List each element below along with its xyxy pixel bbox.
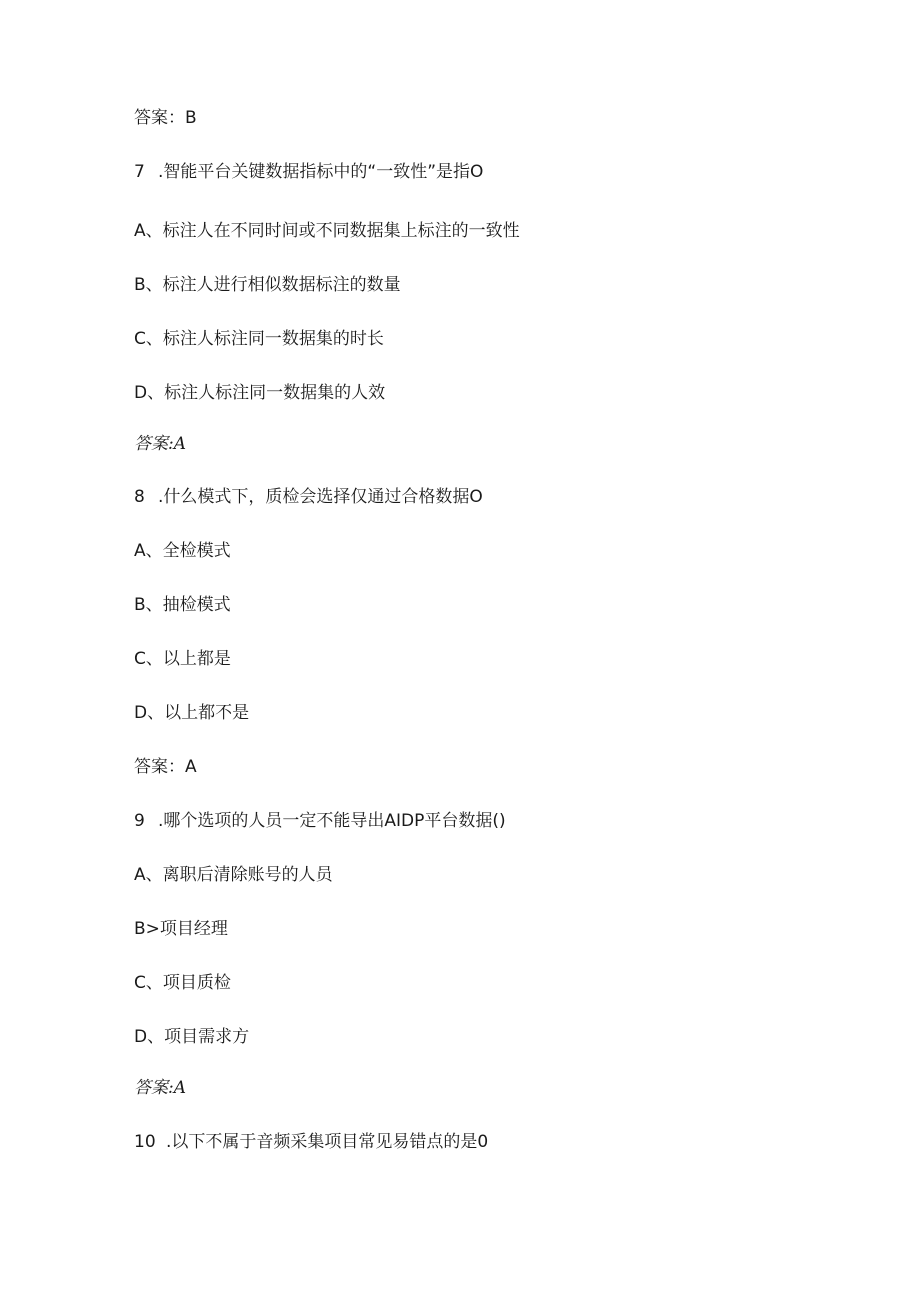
option-line [134, 918, 228, 940]
option-text: A、标注人在不同时间或不同数据集上标注的一致性 [134, 221, 520, 241]
question-number: 8 [134, 487, 145, 507]
question-line [134, 810, 506, 832]
answer-text: 答案:A [134, 1078, 187, 1098]
option-line [134, 864, 333, 886]
answer-text: 答案：B [134, 108, 197, 128]
option-text: C、以上都是 [134, 649, 231, 669]
option-text: D、以上都不是 [134, 703, 250, 723]
option-text: C、项目质检 [134, 973, 231, 993]
option-text: B、抽检模式 [134, 595, 231, 615]
question-line [134, 1131, 488, 1153]
question-text: .哪个选项的人员一定不能导出AIDP平台数据() [158, 811, 506, 831]
option-line [134, 220, 520, 242]
question-text: .什么模式下，质检会选择仅通过合格数据O [158, 487, 483, 507]
question-number: 7 [134, 162, 145, 182]
answer-line [134, 1077, 186, 1099]
option-line [134, 328, 384, 350]
answer-line [134, 433, 186, 455]
option-line [134, 540, 231, 562]
option-text: D、项目需求方 [134, 1027, 250, 1047]
option-line [134, 382, 385, 404]
option-line [134, 972, 231, 994]
question-number: 10 [134, 1132, 156, 1152]
question-text: .智能平台关键数据指标中的“一致性”是指O [158, 162, 484, 182]
answer-text: 答案:A [134, 434, 187, 454]
option-line [134, 274, 401, 296]
option-line [134, 648, 231, 670]
answer-line [134, 107, 197, 129]
answer-line [134, 756, 197, 778]
option-line [134, 1026, 249, 1048]
option-text: B>项目经理 [134, 919, 228, 939]
option-text: D、标注人标注同一数据集的人效 [134, 383, 386, 403]
answer-text: 答案：A [134, 757, 197, 777]
question-line [134, 486, 483, 508]
option-line [134, 702, 249, 724]
question-line [134, 161, 483, 183]
option-text: A、离职后清除账号的人员 [134, 865, 333, 885]
question-number: 9 [134, 811, 145, 831]
option-text: A、全检模式 [134, 541, 231, 561]
option-text: B、标注人进行相似数据标注的数量 [134, 275, 401, 295]
question-text: .以下不属于音频采集项目常见易错点的是0 [166, 1132, 489, 1152]
option-text: C、标注人标注同一数据集的时长 [134, 329, 384, 349]
option-line [134, 594, 231, 616]
